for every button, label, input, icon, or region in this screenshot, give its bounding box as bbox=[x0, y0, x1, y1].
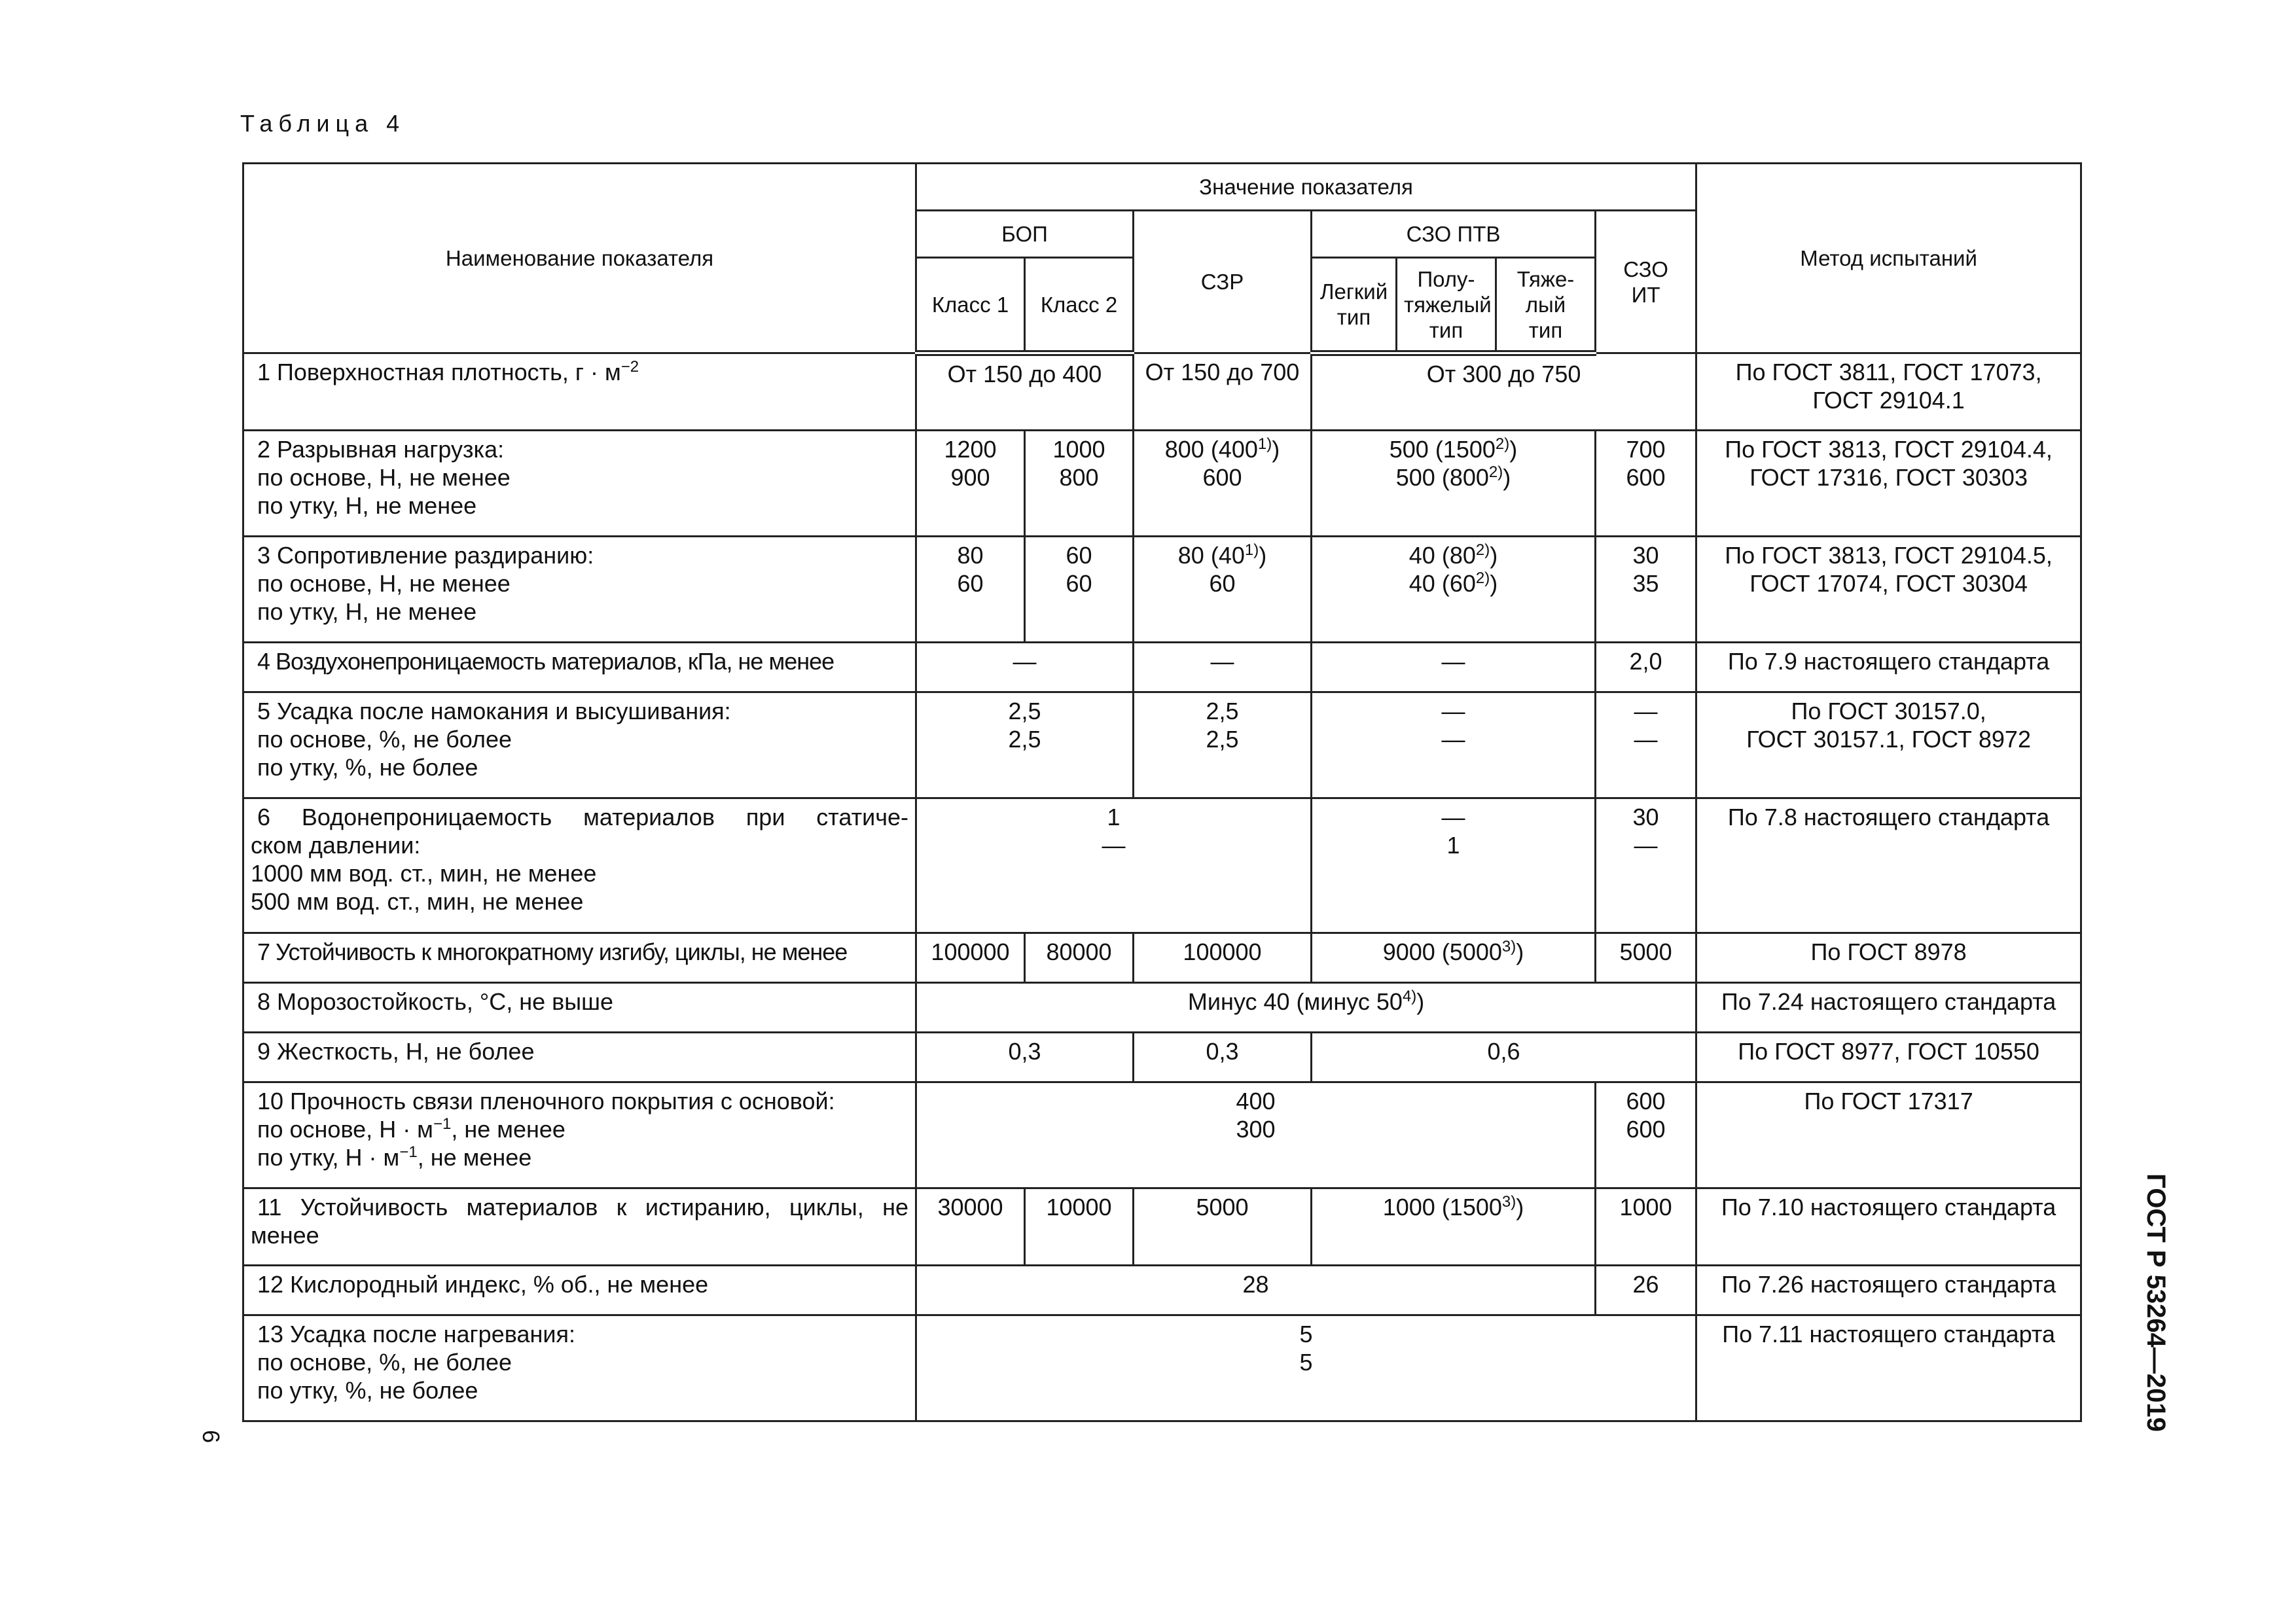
value-class2: 1000 800 bbox=[1025, 431, 1134, 537]
value-main: 28 bbox=[916, 1266, 1596, 1315]
value-all: Минус 40 (минус 50$^{4)}$) bbox=[916, 983, 1696, 1033]
spec-table bbox=[242, 162, 2082, 1422]
table-row bbox=[243, 1033, 2081, 1082]
row-name: 11 Устойчивость материалов к истиранию, циклы, не менее bbox=[243, 1188, 916, 1266]
value-szr: 80 (40$^{1)}$) 60 bbox=[1134, 537, 1312, 643]
value-szo: 0,6 bbox=[1312, 1033, 1696, 1082]
value-szr: — bbox=[1134, 643, 1312, 692]
method: По ГОСТ 8978 bbox=[1696, 933, 2081, 983]
value-szo: От 300 до 750 bbox=[1312, 353, 1696, 431]
value-szo-ptv: 1000 (1500$^{3)}$) bbox=[1312, 1188, 1596, 1266]
value-class2: 10000 bbox=[1025, 1188, 1134, 1266]
method: По 7.24 настоящего стандарта bbox=[1696, 983, 2081, 1033]
row-name: 8 Морозостойкость, °С, не выше bbox=[243, 983, 916, 1033]
value-szo-ptv: — bbox=[1312, 643, 1596, 692]
value-bop: От 150 до 400 bbox=[916, 353, 1134, 431]
value-class2: 60 60 bbox=[1025, 537, 1134, 643]
value-class1: 100000 bbox=[916, 933, 1025, 983]
value-szo-it: 26 bbox=[1596, 1266, 1696, 1315]
row-name: 2 Разрывная нагрузка: по основе, Н, не менее по утку, Н, не менее bbox=[243, 431, 916, 537]
header-name: Наименование показателя bbox=[243, 164, 916, 353]
method: По 7.11 настоящего стандарта bbox=[1696, 1315, 2081, 1421]
value-szo-it: 30 35 bbox=[1596, 537, 1696, 643]
table-row bbox=[243, 798, 2081, 933]
row-name: 12 Кислородный индекс, % об., не менее bbox=[243, 1266, 916, 1315]
value-szr: 2,5 2,5 bbox=[1134, 692, 1312, 798]
value-bop: 0,3 bbox=[916, 1033, 1134, 1082]
value-szr: 100000 bbox=[1134, 933, 1312, 983]
table-row bbox=[243, 983, 2081, 1033]
value-bop: — bbox=[916, 643, 1134, 692]
header-value: Значение показателя bbox=[916, 164, 1696, 211]
value-main: 400 300 bbox=[916, 1082, 1596, 1188]
value-szo-ptv: 9000 (5000$^{3)}$) bbox=[1312, 933, 1596, 983]
method: По ГОСТ 3811, ГОСТ 17073, ГОСТ 29104.1 bbox=[1696, 353, 2081, 431]
page-number bbox=[196, 1417, 225, 1456]
value-class1: 1200 900 bbox=[916, 431, 1025, 537]
value-szr: От 150 до 700 bbox=[1134, 353, 1312, 431]
method: По 7.10 настоящего стандарта bbox=[1696, 1188, 2081, 1266]
value-class1: 80 60 bbox=[916, 537, 1025, 643]
row-name: 5 Усадка после намокания и высушивания: по основе, %, не более по утку, %, не более bbox=[243, 692, 916, 798]
row-name: 6 Водонепроницаемость материалов при статиче- ском давлении: 1000 мм вод. ст., мин, не менее 500 мм вод. ст., мин, не менее bbox=[243, 798, 916, 933]
method: По ГОСТ 3813, ГОСТ 29104.5, ГОСТ 17074, ГОСТ 30304 bbox=[1696, 537, 2081, 643]
method: По ГОСТ 3813, ГОСТ 29104.4, ГОСТ 17316, ГОСТ 30303 bbox=[1696, 431, 2081, 537]
table-row bbox=[243, 537, 2081, 643]
value-szo-it: 2,0 bbox=[1596, 643, 1696, 692]
value-szo-it: 700 600 bbox=[1596, 431, 1696, 537]
table-row bbox=[243, 1266, 2081, 1315]
method: По ГОСТ 8977, ГОСТ 10550 bbox=[1696, 1033, 2081, 1082]
value-szo-it: 1000 bbox=[1596, 1188, 1696, 1266]
document-code bbox=[2140, 1171, 2170, 1433]
header-heavy: Тяже- лый тип bbox=[1496, 258, 1596, 353]
value-all: 5 5 bbox=[916, 1315, 1696, 1421]
value-szo-it: 30 — bbox=[1596, 798, 1696, 933]
value-bop: 2,5 2,5 bbox=[916, 692, 1134, 798]
row-name: 3 Сопротивление раздиранию: по основе, Н, не менее по утку, Н, не менее bbox=[243, 537, 916, 643]
value-bop-szr: 1 — bbox=[916, 798, 1312, 933]
value-szo-ptv: 500 (1500$^{2)}$) 500 (800$^{2)}$) bbox=[1312, 431, 1596, 537]
header-light: Легкий тип bbox=[1312, 258, 1397, 353]
value-szo-it: 600 600 bbox=[1596, 1082, 1696, 1188]
header-method: Метод испытаний bbox=[1696, 164, 2081, 353]
table-row bbox=[243, 1082, 2081, 1188]
header-szo-ptv: СЗО ПТВ bbox=[1312, 211, 1596, 258]
header-class1: Класс 1 bbox=[916, 258, 1025, 353]
table-row bbox=[243, 431, 2081, 537]
method: По ГОСТ 17317 bbox=[1696, 1082, 2081, 1188]
method: По ГОСТ 30157.0, ГОСТ 30157.1, ГОСТ 8972 bbox=[1696, 692, 2081, 798]
header-bop: БОП bbox=[916, 211, 1134, 258]
row-name: 4 Воздухонепроницаемость материалов, кПа, не менее bbox=[243, 643, 916, 692]
value-szo-it: 5000 bbox=[1596, 933, 1696, 983]
table-row bbox=[243, 643, 2081, 692]
value-szo-ptv: — 1 bbox=[1312, 798, 1596, 933]
method: По 7.8 настоящего стандарта bbox=[1696, 798, 2081, 933]
value-szo-it: — — bbox=[1596, 692, 1696, 798]
row-name: 10 Прочность связи пленочного покрытия с основой: по основе, $Н \cdot м^{-1}$, не менее по утку, $Н \cdot м^{-1}$, не менее bbox=[243, 1082, 916, 1188]
table-row bbox=[243, 353, 2081, 431]
table-row bbox=[243, 692, 2081, 798]
value-szo-ptv: — — bbox=[1312, 692, 1596, 798]
value-szo-ptv: 40 (80$^{2)}$) 40 (60$^{2)}$) bbox=[1312, 537, 1596, 643]
header-class2: Класс 2 bbox=[1025, 258, 1134, 353]
method: По 7.9 настоящего стандарта bbox=[1696, 643, 2081, 692]
table-row bbox=[243, 1188, 2081, 1266]
row-name: 1 Поверхностная плотность, $г \cdot м^{-2}$ bbox=[243, 353, 916, 431]
page-number-text: 6 bbox=[198, 1429, 224, 1444]
table-caption: Таблица 4 bbox=[240, 110, 406, 137]
value-szr: 5000 bbox=[1134, 1188, 1312, 1266]
document-code-text: ГОСТ Р 53264—2019 bbox=[2141, 1173, 2170, 1432]
value-szr: 800 (400$^{1)}$) 600 bbox=[1134, 431, 1312, 537]
value-szr: 0,3 bbox=[1134, 1033, 1312, 1082]
row-name: 13 Усадка после нагревания: по основе, %, не более по утку, %, не более bbox=[243, 1315, 916, 1421]
table-row bbox=[243, 1315, 2081, 1421]
table-row bbox=[243, 933, 2081, 983]
header-szo-it: СЗО ИТ bbox=[1596, 211, 1696, 353]
value-class2: 80000 bbox=[1025, 933, 1134, 983]
header-szr: СЗР bbox=[1134, 211, 1312, 353]
header-semi: Полу- тяжелый тип bbox=[1397, 258, 1496, 353]
row-name: 7 Устойчивость к многократному изгибу, циклы, не менее bbox=[243, 933, 916, 983]
method: По 7.26 настоящего стандарта bbox=[1696, 1266, 2081, 1315]
value-class1: 30000 bbox=[916, 1188, 1025, 1266]
row-name: 9 Жесткость, Н, не более bbox=[243, 1033, 916, 1082]
